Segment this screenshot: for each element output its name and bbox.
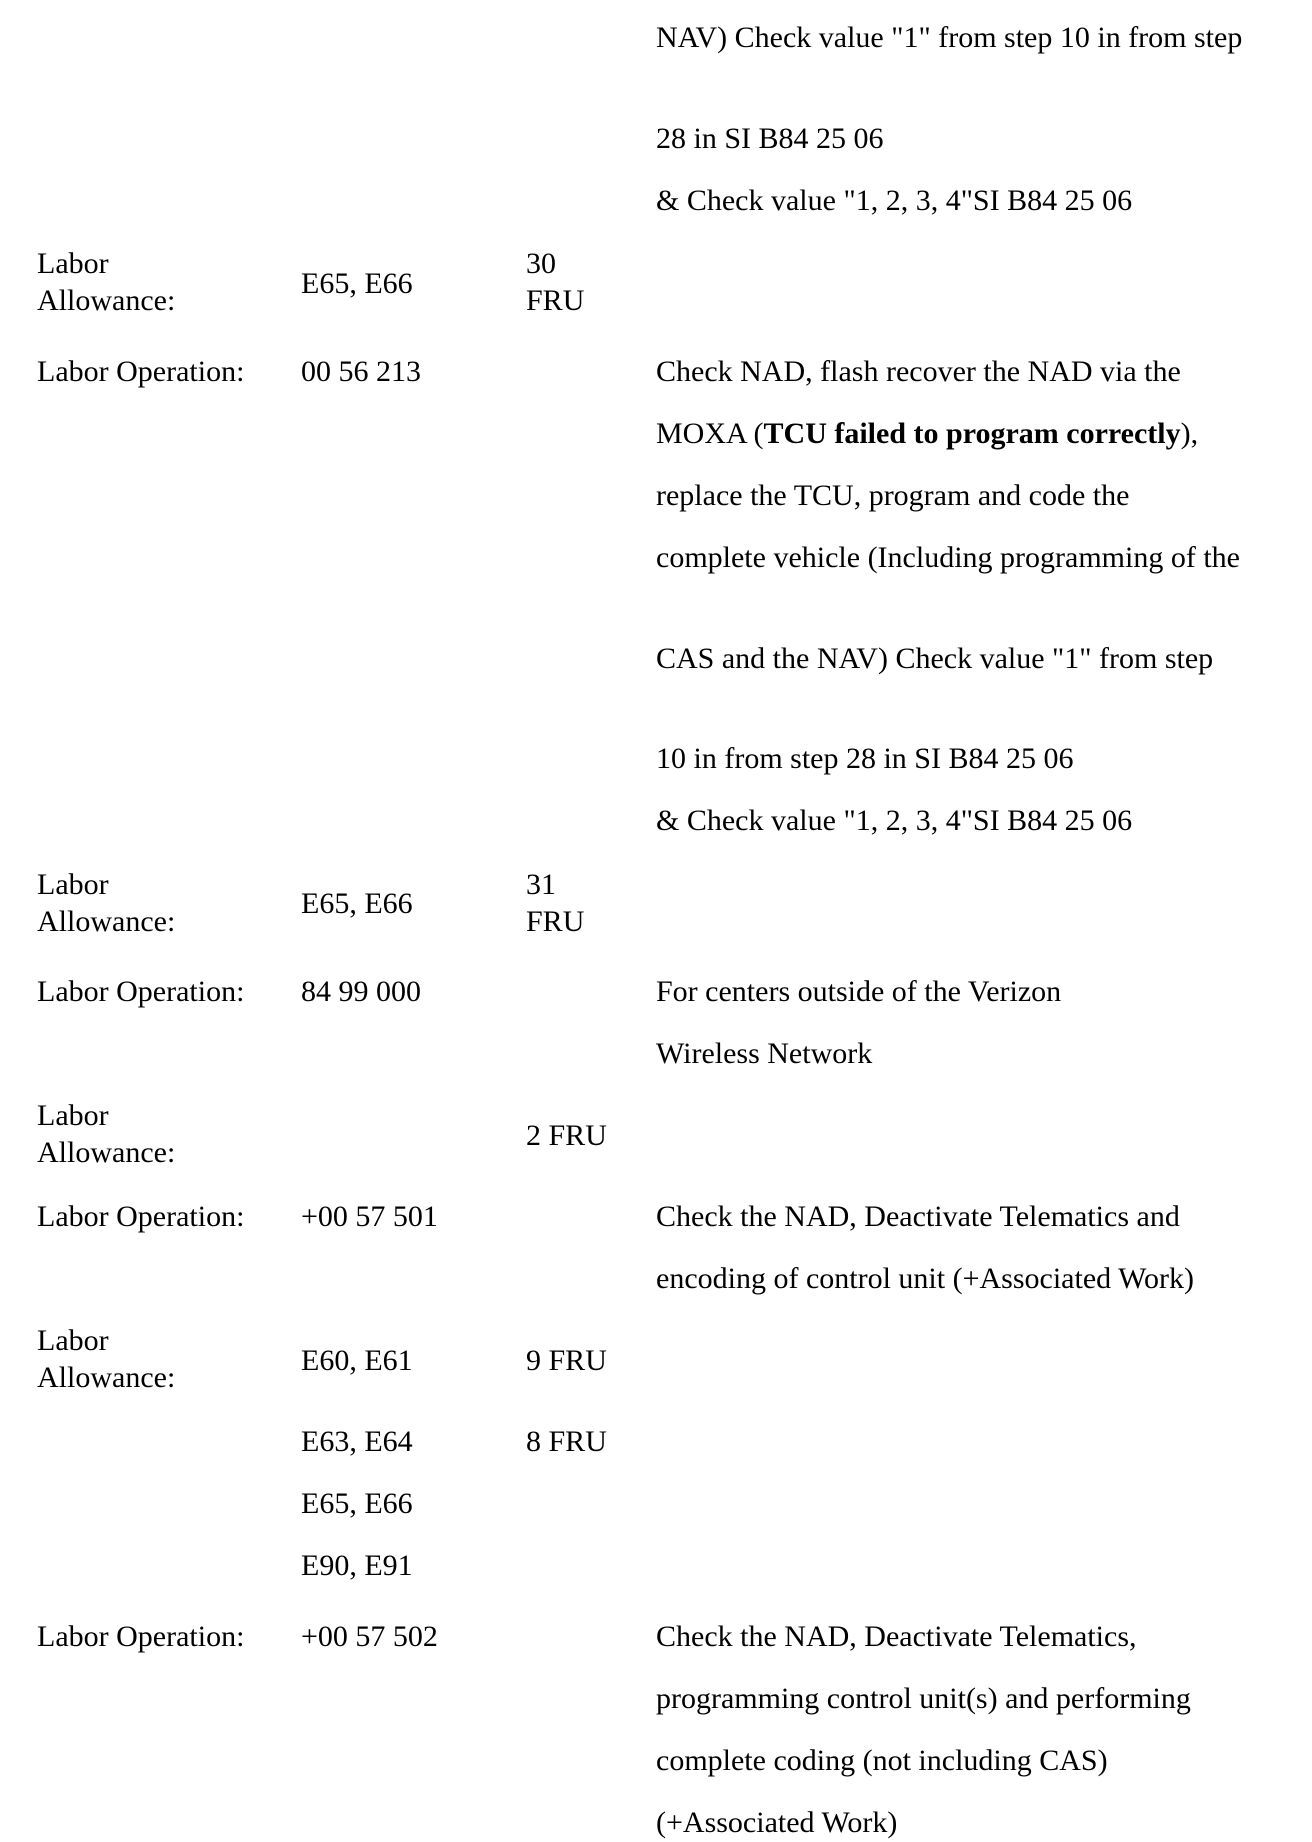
operation-code: +00 57 502 <box>301 1620 438 1653</box>
labor-operation-label: Labor Operation: <box>37 1620 245 1653</box>
operation-description-line: MOXA (TCU failed to program correctly), <box>656 417 1199 450</box>
labor-operation-label: Labor Operation: <box>37 355 245 388</box>
operation-description-line: Check NAD, flash recover the NAD via the <box>656 355 1181 388</box>
emphasis-text: TCU failed to program correctly <box>763 417 1181 450</box>
operation-description-line: complete vehicle (Including programming of the <box>656 541 1240 574</box>
model-list: E63, E64 <box>301 1425 413 1458</box>
operation-description-line: encoding of control unit (+Associated Work) <box>656 1262 1194 1295</box>
fru-value: 9 FRU <box>526 1344 607 1377</box>
operation-description-line: For centers outside of the Verizon <box>656 975 1062 1008</box>
labor-operation-label: Labor Operation: <box>37 1200 245 1233</box>
continuation-line-2: 28 in SI B84 25 06 <box>656 122 884 155</box>
labor-allowance-label: Labor Allowance: <box>37 868 176 938</box>
operation-description-line: Wireless Network <box>656 1037 873 1070</box>
operation-description-line: CAS and the NAV) Check value "1" from step <box>656 642 1214 675</box>
labor-allowance-label: Labor Allowance: <box>37 247 176 317</box>
operation-code: 84 99 000 <box>301 975 421 1008</box>
operation-description-line: & Check value "1, 2, 3, 4"SI B84 25 06 <box>656 804 1133 837</box>
labor-allowance-label: Labor Allowance: <box>37 1324 176 1394</box>
operation-code: 00 56 213 <box>301 355 421 388</box>
model-list: E65, E66 <box>301 1487 413 1520</box>
operation-description-line: 10 in from step 28 in SI B84 25 06 <box>656 742 1074 775</box>
operation-code: +00 57 501 <box>301 1200 438 1233</box>
labor-allowance-label: Labor Allowance: <box>37 1099 176 1169</box>
model-list: E65, E66 <box>301 887 413 920</box>
operation-description-line: replace the TCU, program and code the <box>656 479 1130 512</box>
fru-value: 30 FRU <box>526 247 585 317</box>
continuation-line-1: NAV) Check value "1" from step 10 in from step <box>656 21 1243 54</box>
fru-value: 8 FRU <box>526 1425 607 1458</box>
operation-description-line: (+Associated Work) <box>656 1806 898 1839</box>
model-list: E60, E61 <box>301 1344 413 1377</box>
fru-value: 31 FRU <box>526 868 585 938</box>
fru-value: 2 FRU <box>526 1119 607 1152</box>
operation-description-line: complete coding (not including CAS) <box>656 1744 1108 1777</box>
continuation-line-3: & Check value "1, 2, 3, 4"SI B84 25 06 <box>656 184 1133 217</box>
operation-description-line: Check the NAD, Deactivate Telematics and <box>656 1200 1180 1233</box>
operation-description-line: Check the NAD, Deactivate Telematics, <box>656 1620 1137 1653</box>
operation-description-line: programming control unit(s) and performing <box>656 1682 1191 1715</box>
labor-operation-label: Labor Operation: <box>37 975 245 1008</box>
model-list: E65, E66 <box>301 267 413 300</box>
model-list: E90, E91 <box>301 1549 413 1582</box>
